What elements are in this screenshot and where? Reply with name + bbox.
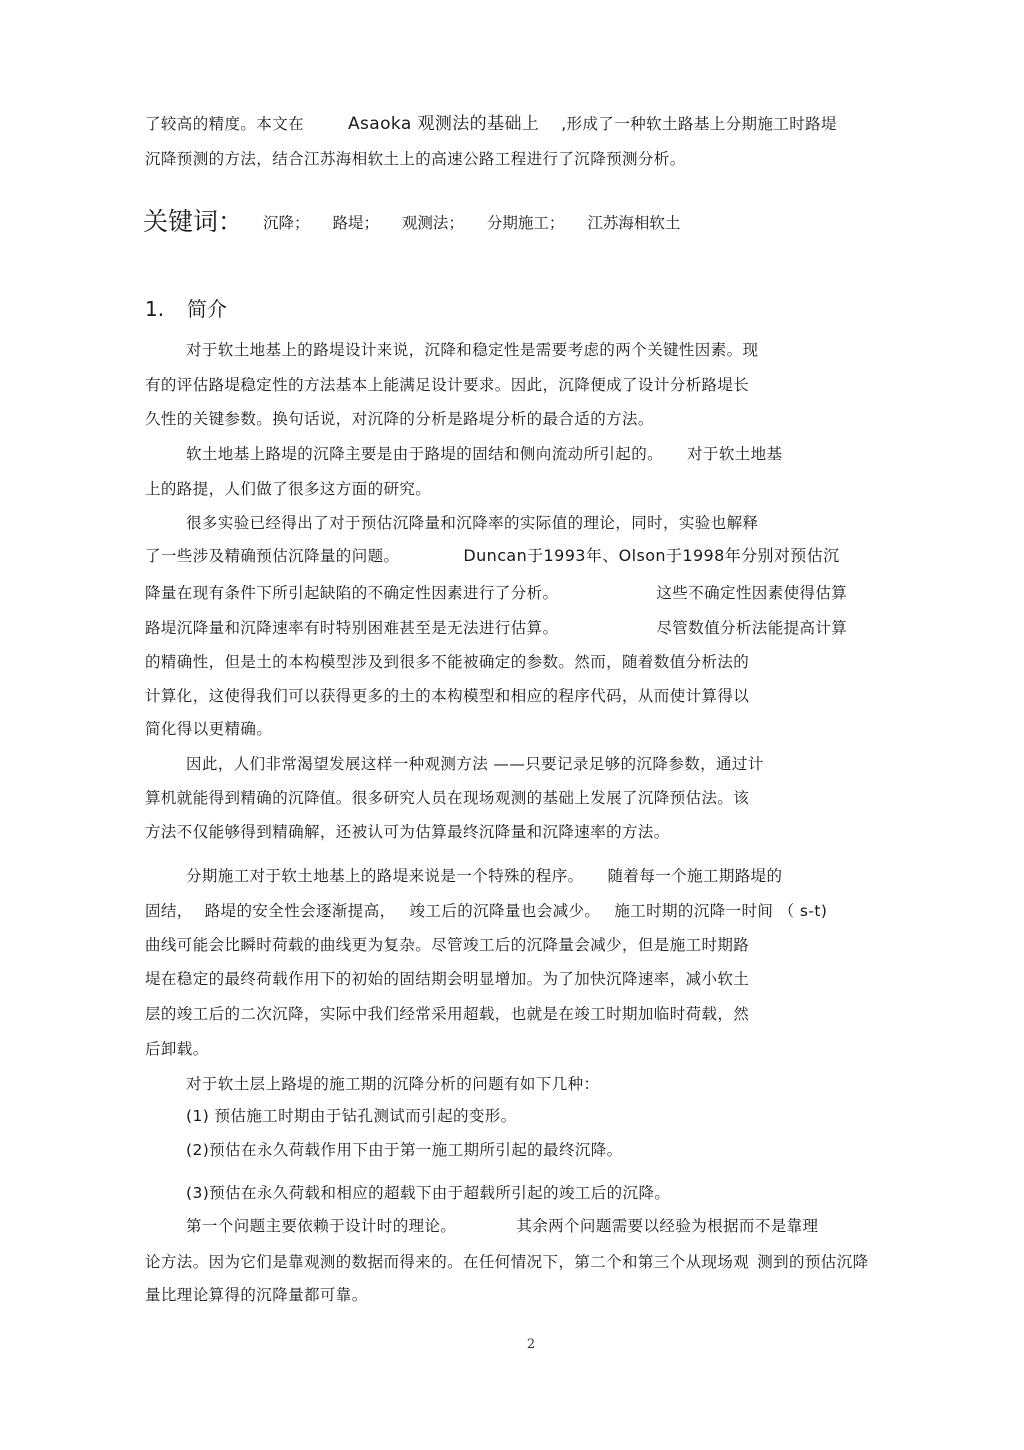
text-span: 这些不确定性因素使得估算: [656, 584, 848, 602]
text-span: 软土地基上路堤的沉降主要是由于路堤的固结和侧向流动所引起的。: [186, 445, 664, 463]
keywords-heading: 关键词：: [143, 207, 244, 236]
paragraph-line: 层的竣工后的二次沉降，实际中我们经常采用超载，也就是在竣工时期加临时荷载，然: [145, 1005, 750, 1023]
paragraph-line: [145, 618, 847, 638]
paragraph-line: 因此，人们非常渴望发展这样一种观测方法 ——只要记录足够的沉降参数，通过计: [186, 755, 764, 773]
section-title: 简介: [187, 297, 227, 321]
paragraph-line: 很多实验已经得出了对于预估沉降量和沉降率的实际值的理论，同时，实验也解释: [186, 514, 759, 532]
text-span: ,形成了一种软土路基上分期施工时路堤: [561, 115, 837, 133]
list-item: (2)预估在永久荷载作用下由于第一施工期所引起的最终沉降。: [186, 1141, 623, 1159]
text-span: 测到的预估沉降: [757, 1253, 869, 1271]
page-number: 2: [526, 1337, 536, 1352]
paragraph-line: 有的评估路堤稳定性的方法基本上能满足设计要求。因此，沉降便成了设计分析路堤长: [145, 376, 750, 394]
paragraph-line: [145, 546, 840, 566]
text-span: 降量在现有条件下所引起缺陷的不确定性因素进行了分析。: [145, 584, 559, 602]
paragraph-line: [186, 866, 782, 886]
keyword: 路堤；: [332, 214, 379, 232]
paragraph-line: 算机就能得到精确的沉降值。很多研究人员在现场观测的基础上发展了沉降预估法。该: [145, 789, 750, 807]
text-span: 分期施工对于软土地基上的路堤来说是一个特殊的程序。: [186, 867, 584, 885]
text-span: 论方法。因为它们是靠观测的数据而得来的。在任何情况下，第二个和第三个从现场观: [145, 1253, 750, 1271]
paragraph-line: 对于软土地基上的路堤设计来说，沉降和稳定性是需要考虑的两个关键性因素。现: [186, 341, 759, 359]
keyword: 江苏海相软土: [587, 214, 681, 232]
paragraph-line: 后卸载。: [145, 1040, 209, 1058]
list-item: (3)预估在永久荷载和相应的超载下由于超载所引起的竣工后的沉降。: [186, 1184, 671, 1202]
text-span: Duncan于1993年、Olson于1998年分别对预估沉: [463, 546, 840, 565]
text-span: 第一个问题主要依赖于设计时的理论。: [186, 1217, 457, 1235]
paragraph-line: 对于软土层上路堤的施工期的沉降分析的问题有如下几种：: [186, 1075, 600, 1093]
keyword: 沉降；: [263, 214, 310, 232]
text-span: 了一些涉及精确预估沉降量的问题。: [145, 547, 400, 565]
paragraph-line: 久性的关键参数。换句话说，对沉降的分析是路堤分析的最合适的方法。: [145, 410, 654, 428]
intro-line-2: 沉降预测的方法，结合江苏海相软土上的高速公路工程进行了沉降预测分析。: [145, 150, 686, 168]
text-span: Asaoka 观测法的基础上: [348, 114, 540, 134]
paragraph-line: [145, 583, 847, 603]
paragraph-line: 堤在稳定的最终荷载作用下的初始的固结期会明显增加。为了加快沉降速率，减小软土: [145, 970, 750, 988]
paragraph-line: [145, 901, 827, 921]
text-span: 尽管数值分析法能提高计算: [656, 619, 848, 637]
paragraph-line: 量比理论算得的沉降量都可靠。: [145, 1286, 368, 1304]
text-span: 施工时期的沉降一时间 （ s-t): [614, 902, 828, 920]
keywords-list: [263, 213, 698, 233]
keyword: 观测法；: [401, 214, 464, 232]
text-span: 路堤的安全性会逐渐提高，: [204, 902, 396, 920]
paragraph-line: [186, 444, 782, 464]
paragraph-line: 上的路提，人们做了很多这方面的研究。: [145, 480, 432, 498]
paragraph-line: 曲线可能会比瞬时荷载的曲线更为复杂。尽管竣工后的沉降量会减少，但是施工时期路: [145, 936, 750, 954]
intro-line-1: [145, 114, 837, 134]
paragraph-line: [145, 1252, 869, 1272]
text-span: 随着每一个施工期路堤的: [607, 867, 783, 885]
text-span: 竣工后的沉降量也会减少。: [409, 902, 601, 920]
paragraph-line: 的精确性，但是土的本构模型涉及到很多不能被确定的参数。然而，随着数值分析法的: [145, 653, 750, 671]
paragraph-line: 方法不仅能够得到精确解，还被认可为估算最终沉降量和沉降速率的方法。: [145, 823, 670, 841]
text-span: 其余两个问题需要以经验为根据而不是靠理: [516, 1217, 819, 1235]
list-item: (1) 预估施工时期由于钻孔测试而引起的变形。: [186, 1107, 517, 1125]
section-heading: [145, 296, 227, 322]
paragraph-line: [186, 1216, 818, 1236]
keyword: 分期施工；: [486, 214, 565, 232]
text-span: 路堤沉降量和沉降速率有时特别困难甚至是无法进行估算。: [145, 619, 559, 637]
text-span: 对于软土地基: [687, 445, 783, 463]
text-span: 了较高的精度。本文在: [145, 115, 305, 133]
paragraph-line: 计算化，这使得我们可以获得更多的土的本构模型和相应的程序代码，从而使计算得以: [145, 687, 750, 705]
paragraph-line: 简化得以更精确。: [145, 720, 273, 738]
text-span: 固结，: [145, 902, 193, 920]
section-number: 1.: [145, 297, 165, 321]
